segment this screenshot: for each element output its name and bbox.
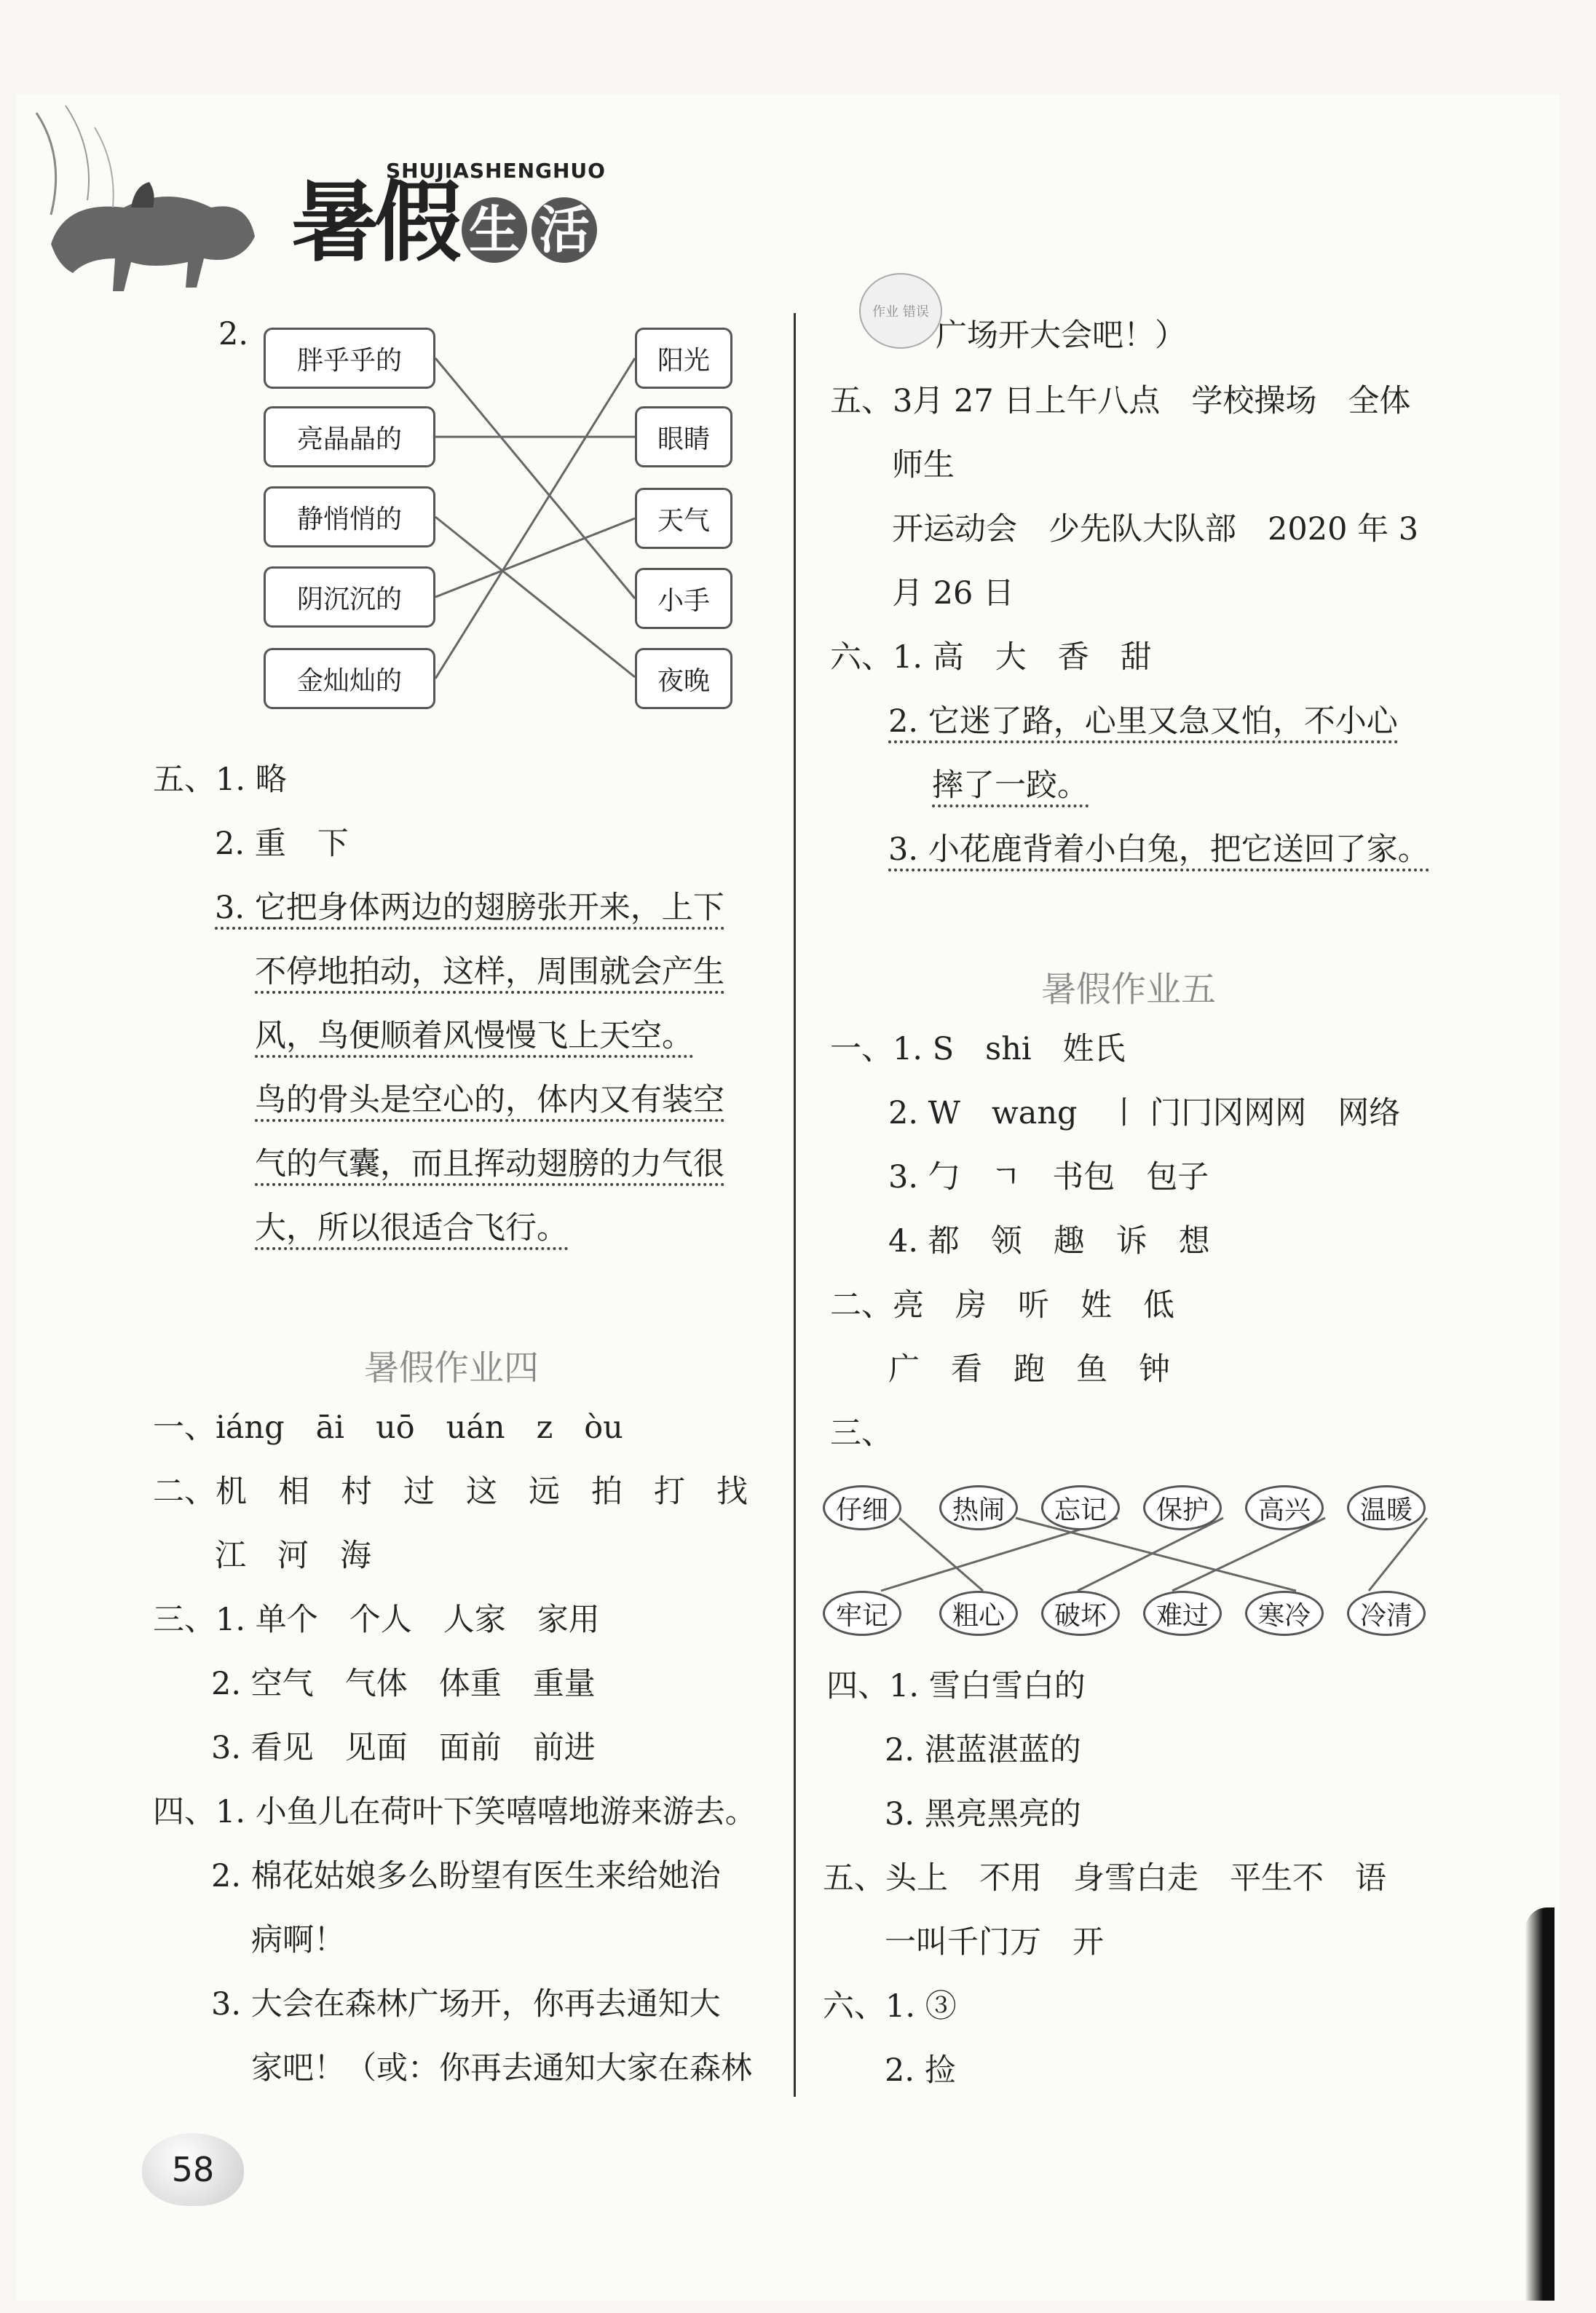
match-left-item: 静悄悄的 xyxy=(264,486,435,547)
answer-line: 3. 勹 ㄱ 书包 包子 xyxy=(888,1159,1209,1195)
match-right-item: 天气 xyxy=(635,488,732,549)
oval-word: 仔细 xyxy=(823,1485,901,1530)
answer-line: 一叫千门万 开 xyxy=(885,1924,1104,1961)
answer-line: 家吧！（或：你再去通知大家在森林 xyxy=(251,2050,752,2087)
header-title: 暑假 生 活 xyxy=(291,153,597,278)
answer-line: 四、1. 雪白雪白的 xyxy=(826,1668,1086,1704)
answer-line: 2. 棉花姑娘多么盼望有医生来给她治 xyxy=(211,1858,721,1894)
oval-word: 寒冷 xyxy=(1245,1591,1324,1636)
stamp-icon: 作业 错误 xyxy=(859,273,942,349)
match-right-item: 小手 xyxy=(635,568,732,629)
column-divider xyxy=(794,313,796,2097)
answer-line: 五、3月 27 日上午八点 学校操场 全体 xyxy=(830,383,1411,419)
oval-word: 保护 xyxy=(1143,1485,1222,1530)
answer-line: 一、1. S shi 姓氏 xyxy=(830,1031,1126,1067)
match-left-item: 胖乎乎的 xyxy=(264,328,435,389)
oval-word: 热闹 xyxy=(939,1485,1018,1530)
answer-line: 四、1. 小鱼儿在荷叶下笑嘻嘻地游来游去。 xyxy=(153,1794,756,1830)
answer-line: 五、1. 略 xyxy=(153,762,287,798)
oval-word: 高兴 xyxy=(1245,1485,1324,1530)
answer-line: 摔了一跤。 xyxy=(932,770,1089,807)
answer-line: 气的气囊，而且挥动翅膀的力气很 xyxy=(255,1149,724,1186)
match-right-item: 阳光 xyxy=(635,328,732,389)
answer-line: 二、亮 房 听 姓 低 xyxy=(830,1287,1174,1324)
oval-word: 破坏 xyxy=(1041,1591,1120,1636)
oval-word: 冷清 xyxy=(1347,1591,1426,1636)
match-right-item: 夜晚 xyxy=(635,648,732,709)
page-number: 58 xyxy=(142,2133,244,2206)
answer-line: 五、头上 不用 身雪白走 平生不 语 xyxy=(823,1860,1386,1897)
answer-line: 2. 它迷了路，心里又急又怕，不小心 xyxy=(888,706,1398,743)
oval-word: 忘记 xyxy=(1041,1485,1120,1530)
page-edge-shadow xyxy=(1525,1907,1554,2301)
answer-line: 广场开大会吧！） xyxy=(936,317,1186,354)
oval-word: 牢记 xyxy=(823,1591,901,1636)
answer-line: 月 26 日 xyxy=(892,575,1015,612)
answer-line: 2. 捡 xyxy=(885,2052,956,2089)
answer-line: 2. W wang 丨 门冂冈网网 网络 xyxy=(888,1095,1401,1131)
answer-line: 3. 大会在森林广场开，你再去通知大 xyxy=(211,1986,721,2023)
answer-line: 病啊！ xyxy=(251,1922,345,1958)
answer-line: 3. 看见 见面 面前 前进 xyxy=(211,1730,596,1766)
answer-line: 二、机 相 村 过 这 远 拍 打 找 xyxy=(153,1474,748,1510)
answer-line: 三、1. 单个 个人 人家 家用 xyxy=(153,1602,600,1638)
answer-line: 一、iáng āi uō uán z òu xyxy=(153,1409,623,1446)
buffalo-illustration-icon xyxy=(22,98,328,317)
answer-line: 风，鸟便顺着风慢慢飞上天空。 xyxy=(255,1021,693,1058)
match-left-item: 阴沉沉的 xyxy=(264,566,435,628)
answer-line: 2. 湛蓝湛蓝的 xyxy=(885,1732,1081,1768)
section-title: 暑假作业四 xyxy=(364,1348,540,1388)
answer-line: 3. 小花鹿背着小白兔，把它送回了家。 xyxy=(888,834,1429,871)
answer-line: 3. 它把身体两边的翅膀张开来，上下 xyxy=(215,893,724,930)
answer-line: 师生 xyxy=(892,447,955,483)
answer-line: 2. 空气 气体 体重 重量 xyxy=(211,1666,596,1702)
answer-line: 六、1. ③ xyxy=(823,1988,957,2025)
oval-word: 粗心 xyxy=(939,1591,1018,1636)
answer-line: 大，所以很适合飞行。 xyxy=(255,1213,568,1250)
page-background xyxy=(16,95,1560,2301)
match-right-item: 眼睛 xyxy=(635,406,732,467)
q2-label: 2. xyxy=(218,316,249,352)
header-pinyin: SHUJIASHENGHUO xyxy=(386,159,606,183)
oval-word: 难过 xyxy=(1143,1591,1222,1636)
answer-line: 六、1. 高 大 香 甜 xyxy=(830,639,1152,676)
match-left-item: 亮晶晶的 xyxy=(264,406,435,467)
match-left-item: 金灿灿的 xyxy=(264,648,435,709)
answer-line: 开运动会 少先队大队部 2020 年 3 xyxy=(892,511,1419,547)
answer-line: 广 看 跑 鱼 钟 xyxy=(888,1351,1170,1388)
answer-line: 鸟的骨头是空心的，体内又有装空 xyxy=(255,1085,724,1122)
section-title: 暑假作业五 xyxy=(1041,969,1217,1010)
answer-line: 2. 重 下 xyxy=(215,826,349,862)
answer-line: 3. 黑亮黑亮的 xyxy=(885,1796,1081,1832)
answer-line: 江 河 海 xyxy=(215,1538,371,1574)
oval-word: 温暖 xyxy=(1347,1485,1426,1530)
answer-line: 4. 都 领 趣 诉 想 xyxy=(888,1223,1210,1260)
answer-line: 三、 xyxy=(830,1415,893,1452)
answer-line: 不停地拍动，这样，周围就会产生 xyxy=(255,957,724,994)
